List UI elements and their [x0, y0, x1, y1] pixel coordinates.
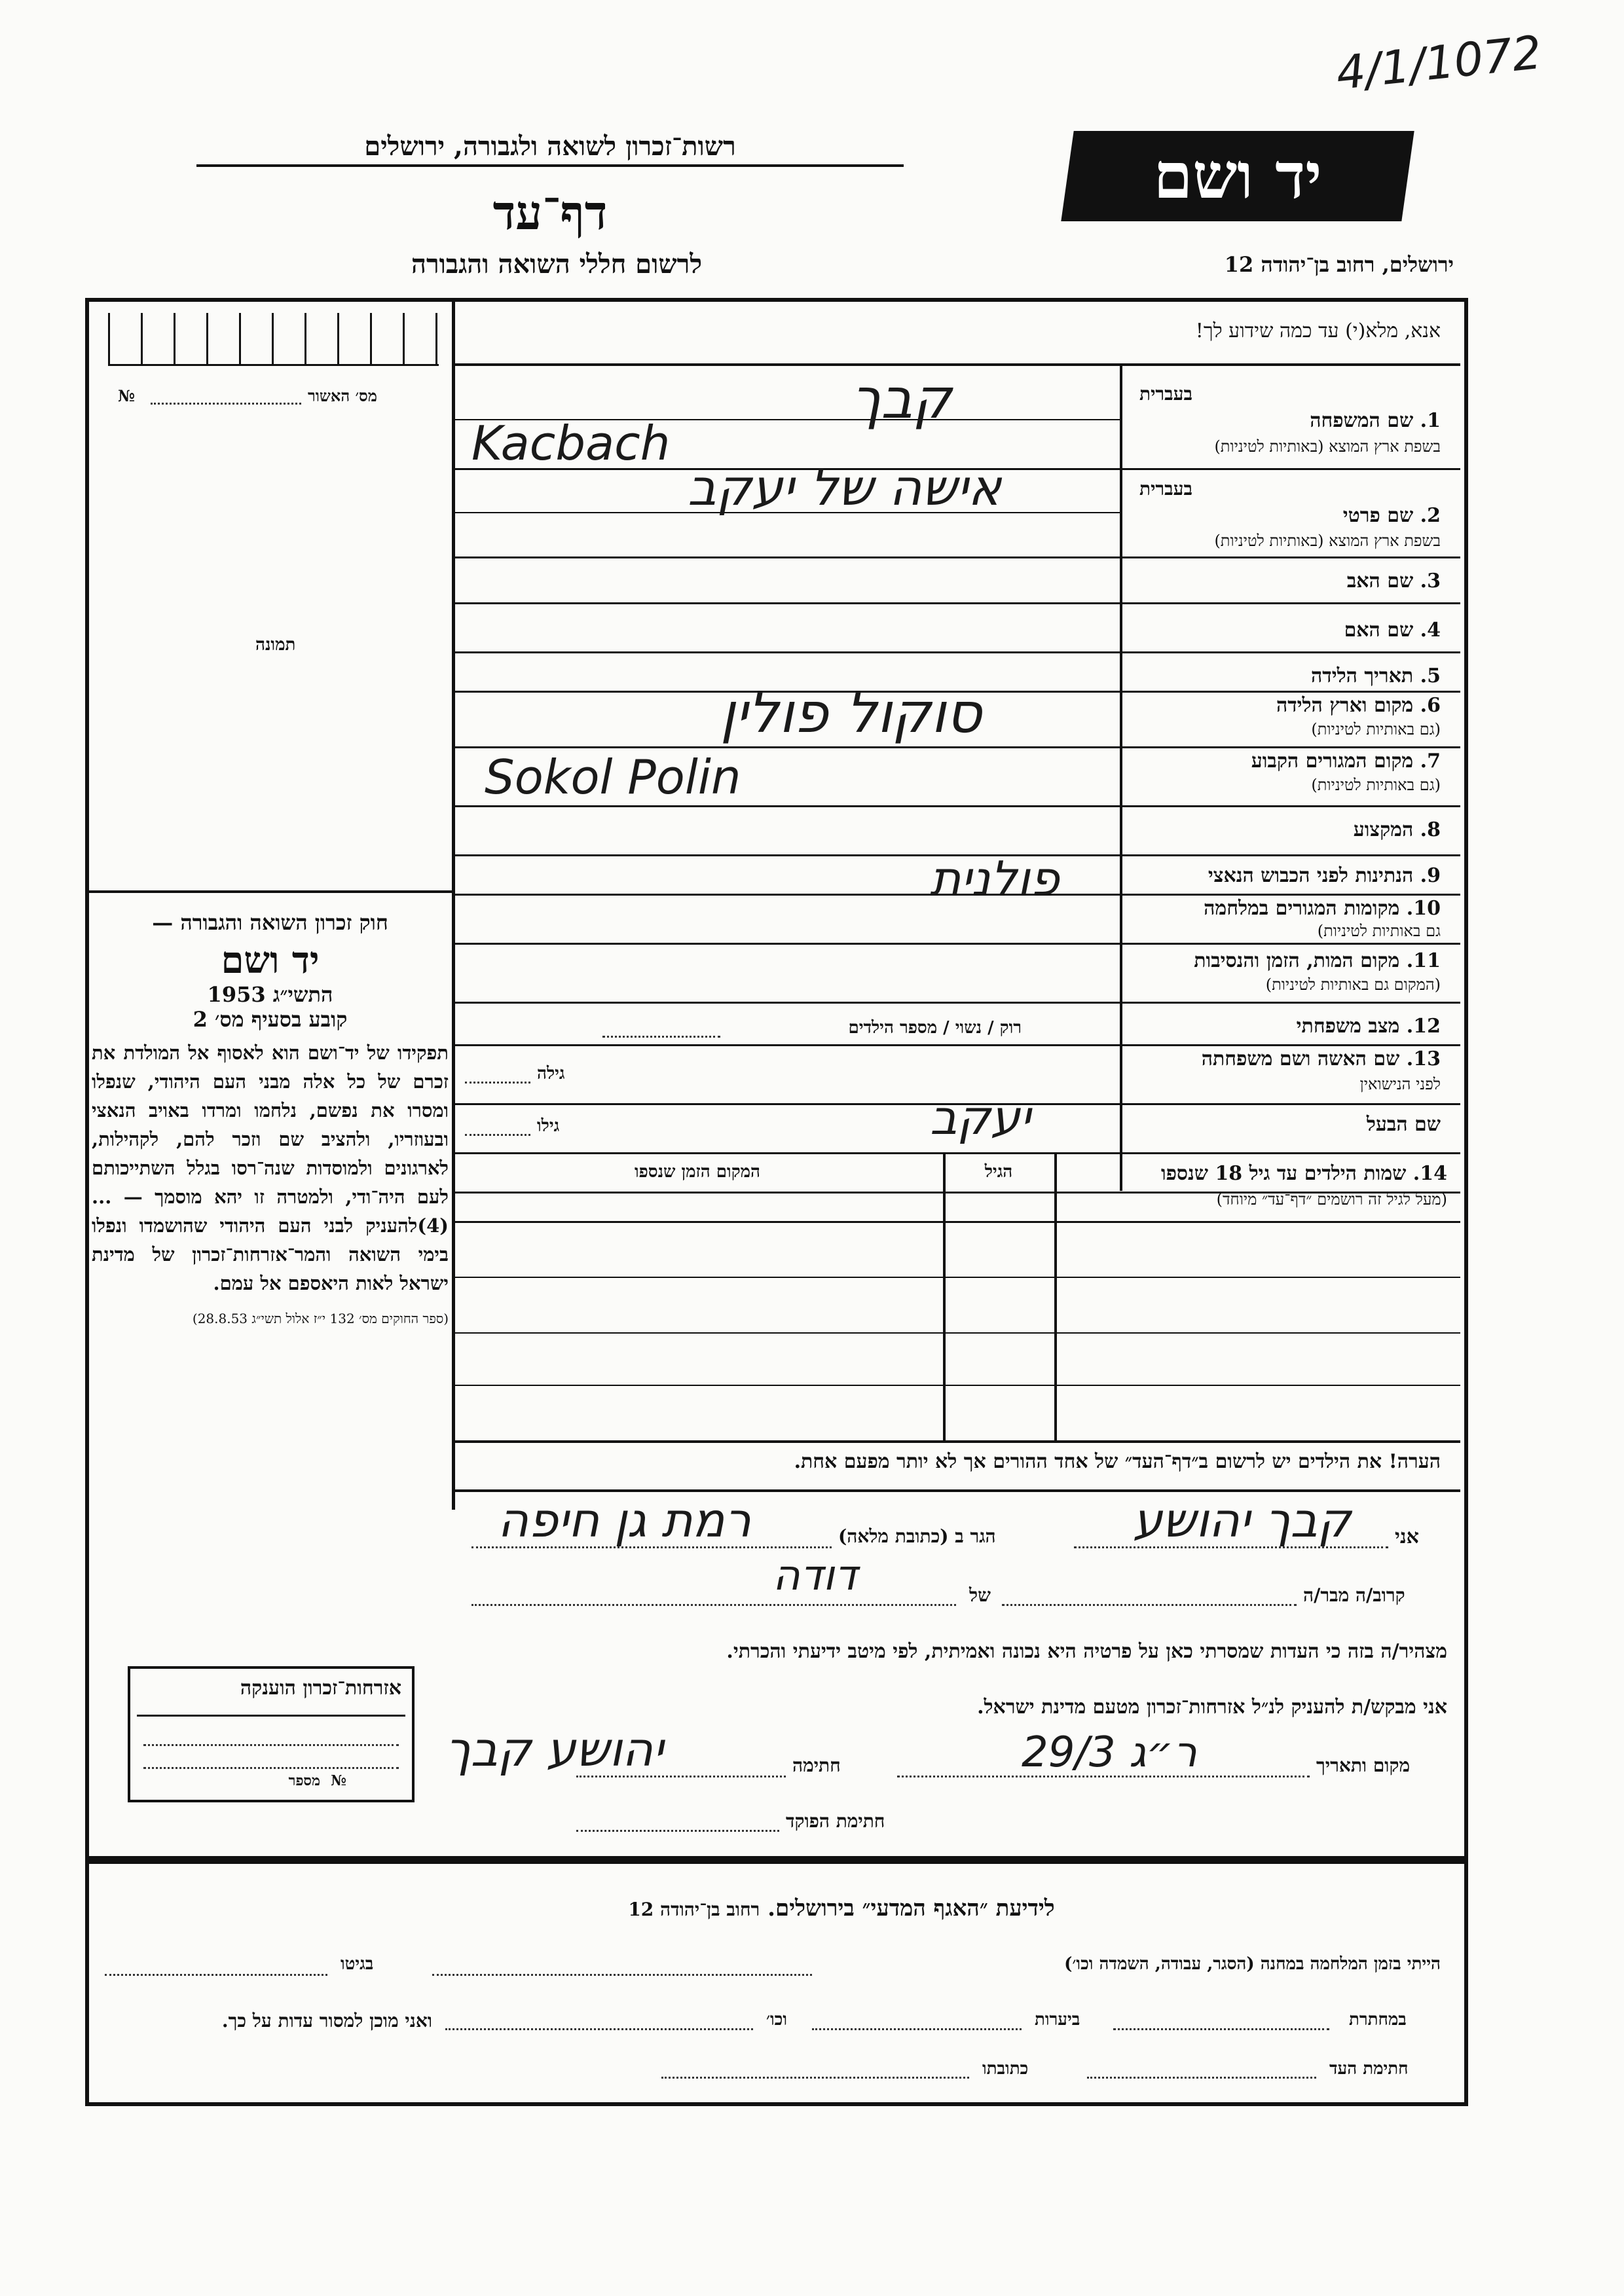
- bottom-ready: ואני מוכן למסור עדות על כך.: [221, 2010, 432, 2032]
- intro-text: אנא, מלא(י) עד כמה שידוע לך!: [1195, 319, 1441, 342]
- bottom-line1: הייתי בזמן המלחמה במחנה (הסגר, עבודה, השמדה וכו׳): [1064, 1954, 1441, 1974]
- note: הערה! את הילדים יש לרשום ב״דף־העד״ של אחד ההורים אך לא יותר מפעם אחת.: [794, 1450, 1441, 1473]
- law-title: חוק זכרון השואה והגבורה —: [152, 910, 388, 935]
- relation-value[interactable]: דודה: [773, 1552, 858, 1600]
- f8-label: [1211, 818, 1441, 841]
- signature-value[interactable]: יהושע קבך: [445, 1722, 664, 1777]
- f9-num: 9.: [1420, 864, 1441, 887]
- f14-place-col: המקום הזמן שנספו: [635, 1162, 760, 1182]
- f4-num: 4.: [1420, 619, 1441, 642]
- f6-value[interactable]: סוקול פולין: [720, 681, 982, 745]
- f9-label-text: הנתינות לפני הכבוש הנאצי: [1208, 864, 1414, 887]
- bottom-address-label: כתובתו: [982, 2059, 1029, 2079]
- f10-label-text: מקומות המגורים במלחמה: [1204, 897, 1400, 920]
- relative-label: קרוב/ה מבר/ה: [1303, 1584, 1405, 1606]
- authority-name: רשות־זכרון לשואה ולגבורה, ירושלים: [196, 131, 904, 167]
- f9-value[interactable]: פולנית: [930, 851, 1060, 906]
- bottom-etc: וכו׳: [766, 2010, 788, 2030]
- f5-label: [1211, 665, 1441, 687]
- form-title: דף־עד: [492, 185, 608, 240]
- husband-age-field[interactable]: [465, 1134, 530, 1136]
- f1-value-hebrew[interactable]: קבך: [851, 367, 952, 431]
- f14-num: 14.: [1412, 1162, 1447, 1185]
- f2-sub: בשפת ארץ המוצא (באותיות לטיניות): [1214, 532, 1441, 550]
- declaration: מצהיר/ה בזה כי העדות שמסרתי כאן על פרטיה היא נכונה ואמיתית, לפי מיטב ידיעתי והכרתי.: [726, 1640, 1447, 1663]
- archive-number: 4/1/1072: [1333, 25, 1544, 101]
- f14-sub: (מעל לגיל זה רושמים ״דף־עד״ מיוחד): [1216, 1190, 1447, 1209]
- f7-sub: (גם באותיות לטיניות): [1311, 776, 1441, 794]
- law-box: [92, 910, 449, 1327]
- f2-label: [1257, 504, 1441, 527]
- f7-num: 7.: [1420, 750, 1441, 773]
- i-label: אני: [1395, 1525, 1419, 1548]
- f12-label: [1211, 1015, 1441, 1038]
- approval-label: מס׳ האשור: [308, 386, 377, 405]
- f13-num: 13.: [1406, 1048, 1441, 1070]
- citizenship-number-label: מספר: [288, 1772, 320, 1789]
- f11-label: [1126, 949, 1441, 972]
- f2-hebrew-tag: בעברית: [1139, 478, 1193, 500]
- approval-field[interactable]: [151, 403, 301, 405]
- f4-label: [1244, 619, 1441, 642]
- place-date-value[interactable]: ר״ג 29/3: [1022, 1728, 1197, 1777]
- f13-sub: לפני הנישואין: [1359, 1075, 1441, 1093]
- f14-label-text: שמות הילדים עד גיל 18 שנספו: [1160, 1162, 1407, 1185]
- husband-label: שם הבעל: [1366, 1113, 1441, 1136]
- f14-age-col: הגיל: [984, 1162, 1013, 1182]
- f5-label-text: תאריך הלידה: [1311, 665, 1414, 687]
- f8-num: 8.: [1420, 818, 1441, 841]
- bottom-underground: במחתרת: [1349, 2010, 1407, 2030]
- bottom-ghetto: בגיטו: [341, 1954, 374, 1974]
- f11-sub: (המקום גם באותיות לטיניות): [1265, 975, 1441, 994]
- f1-value-latin[interactable]: Kacbach: [471, 416, 671, 471]
- citizenship-no: №: [331, 1772, 346, 1789]
- bottom-forests: ביערות: [1035, 2010, 1080, 2030]
- i-value[interactable]: קבך יהושע: [1133, 1493, 1352, 1548]
- husband-value[interactable]: יעקב: [930, 1090, 1031, 1145]
- official-label: חתימת הפוקד: [786, 1810, 885, 1832]
- f10-num: 10.: [1406, 897, 1441, 920]
- law-year: התשי״ג 1953: [207, 982, 333, 1007]
- f5-num: 5.: [1420, 665, 1441, 687]
- f7-label: [1146, 750, 1441, 773]
- f9-label: [1126, 864, 1441, 887]
- f1-hebrew-tag: בעברית: [1139, 383, 1193, 405]
- address: ירושלים, רחוב בן־יהודה 12: [1224, 252, 1454, 277]
- f2-label-text: שם פרטי: [1342, 504, 1414, 527]
- logo: [1061, 131, 1414, 221]
- f14-label: [1061, 1162, 1447, 1185]
- bottom-address: רחוב בן־יהודה 12: [628, 1899, 760, 1920]
- f12-options[interactable]: רוק / נשוי / מספר הילדים: [848, 1018, 1022, 1038]
- f12-children-field[interactable]: [602, 1036, 720, 1038]
- f2-value-hebrew[interactable]: אישה של יעקב: [688, 458, 1002, 517]
- residing-value[interactable]: רמת גן חיפה: [498, 1493, 752, 1548]
- f13-label-text: שם האשה ושם משפחתה: [1201, 1048, 1400, 1070]
- f13-label: [1126, 1048, 1441, 1070]
- logo-text: יד ושם: [1153, 139, 1322, 213]
- f1-num: 1.: [1420, 409, 1441, 432]
- request: אני מבקש/ת להעניק לנ״ל אזרחות־זכרון מטעם מדינת ישראל.: [977, 1696, 1447, 1719]
- signature-label: חתימה: [792, 1755, 841, 1776]
- ticks-box: [108, 313, 439, 366]
- f1-label: [1257, 409, 1441, 432]
- f6-label: [1146, 694, 1441, 717]
- f3-num: 3.: [1420, 570, 1441, 592]
- law-name: יד ושם: [221, 939, 320, 982]
- f7-label-text: מקום המגורים הקבוע: [1251, 750, 1414, 773]
- f11-label-text: מקום המות, הזמן והנסיבות: [1194, 949, 1400, 972]
- f6-label-text: מקום וארץ הלידה: [1276, 694, 1414, 717]
- f12-num: 12.: [1406, 1015, 1441, 1038]
- f3-label: [1244, 570, 1441, 592]
- f13-age-label: גילה: [537, 1064, 565, 1084]
- residing-label: הגר ב (כתובת מלאה): [838, 1525, 996, 1547]
- f7-value[interactable]: Sokol Polin: [485, 750, 741, 805]
- f3-label-text: שם האב: [1346, 570, 1414, 592]
- approval-no: №: [118, 386, 136, 405]
- f12-label-text: מצב משפחתי: [1296, 1015, 1400, 1038]
- f6-num: 6.: [1420, 694, 1441, 717]
- f1-label-text: שם המשפחה: [1310, 409, 1414, 432]
- f6-sub: (גם באותיות לטיניות): [1311, 720, 1441, 738]
- photo-label: תמונה: [255, 635, 296, 655]
- f10-sub: גם באותיות לטיניות): [1317, 922, 1441, 940]
- f1-sub: בשפת ארץ המוצא (באותיות לטיניות): [1214, 437, 1441, 456]
- f10-label: [1126, 897, 1441, 920]
- f8-label-text: המקצוע: [1353, 818, 1414, 841]
- of-label: של: [969, 1584, 991, 1606]
- law-clause: קובע בסעיף מס׳ 2: [193, 1007, 348, 1032]
- f13-age-field[interactable]: [465, 1082, 530, 1084]
- citizenship-title: אזרחות־זכרון הוענקה: [240, 1677, 401, 1700]
- f4-label-text: שם האם: [1344, 619, 1414, 642]
- bottom-witness-sig: חתימת העד: [1329, 2059, 1409, 2079]
- bottom-header: [498, 1895, 1185, 1922]
- law-text: תפקידו של יד־ושם הוא לאסוף אל המולדת את זכרם של כל אלה מבני העם היהודי, שנפלו ומסרו את נפשם, נלחמו ומרדו באויב הנאצי ובעוזריו, ולהציב שם וזכר להם, לקהילות, לארגונים ולמוסדות שנה־רסו בגלל השתייכותם לעם היה־ודי, ולמטרה זו יהא מוסמך — ...(4)להעניק לבני העם היהודי שהושמדו ונפלו בימי השואה והמר־אזרחות־זכרון של מדינת ישראל לאות היאספם אל עמם.: [92, 1042, 449, 1294]
- f11-num: 11.: [1406, 949, 1441, 972]
- place-date-label: מקום ותאריך: [1316, 1755, 1411, 1776]
- law-ref: (ספר החוקים מס׳ 132 י״ז אלול תשי״ג 28.8.53): [192, 1311, 449, 1326]
- husband-age-label: גילו: [537, 1116, 560, 1136]
- f2-num: 2.: [1420, 504, 1441, 527]
- citizenship-box: [128, 1666, 415, 1802]
- form-subtitle: לרשום חללי השואה והגבורה: [411, 249, 703, 280]
- bottom-title: לידיעת ״האגף המדעי״ בירושלים.: [767, 1895, 1055, 1922]
